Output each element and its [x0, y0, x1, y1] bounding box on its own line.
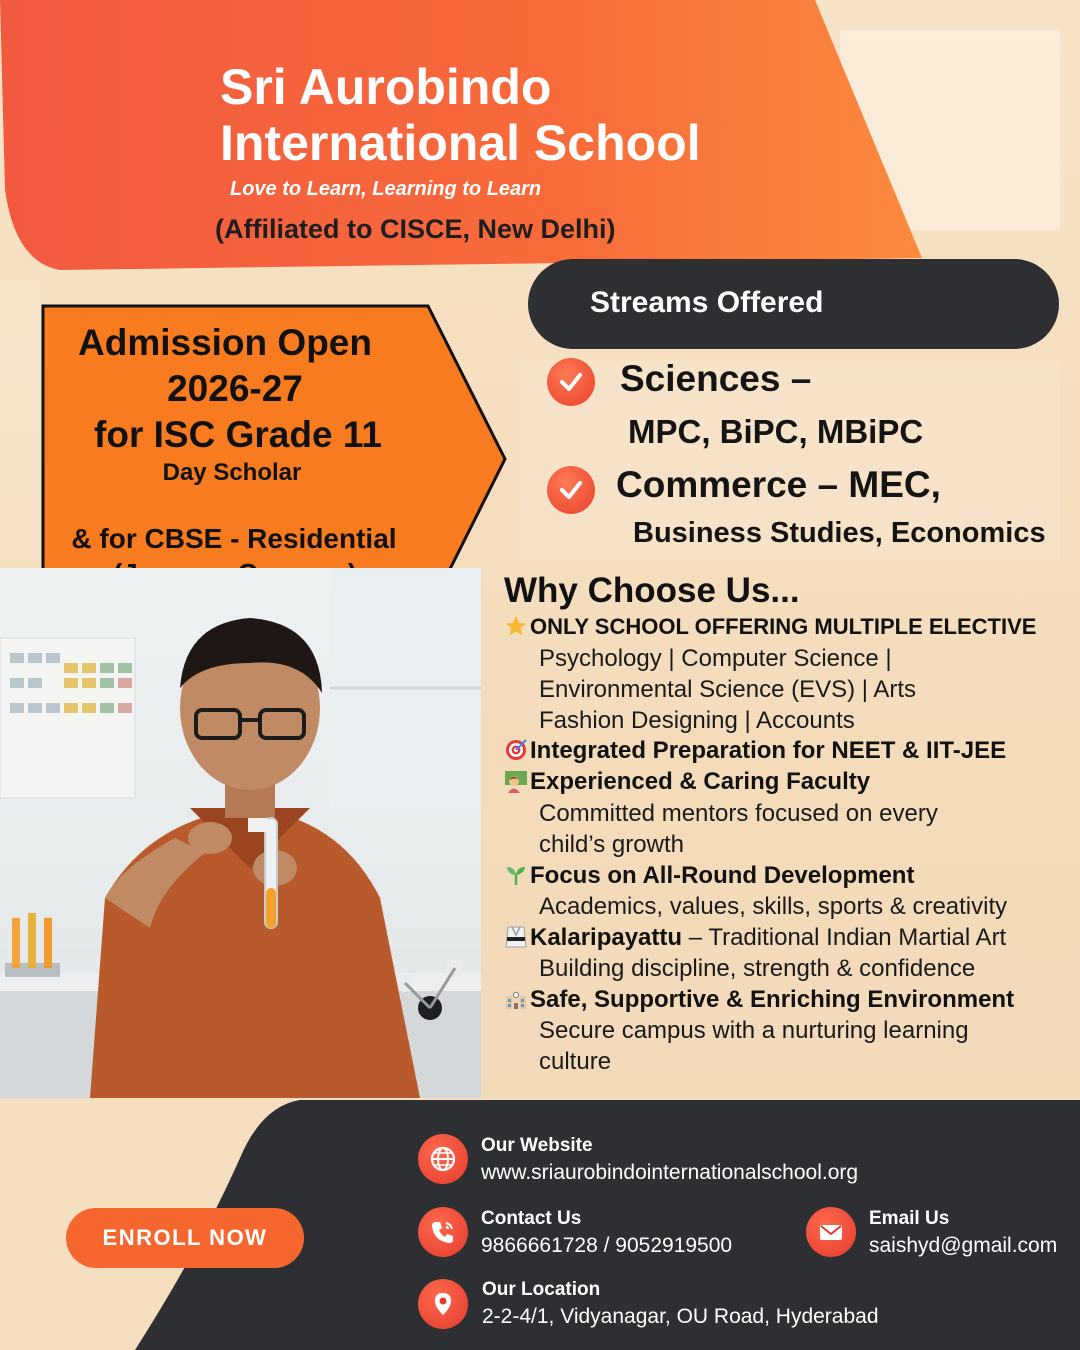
why-line	[539, 676, 916, 704]
why-line-bold: Kalaripayattu	[530, 924, 683, 951]
why-line-bold: Experienced & Caring Faculty	[530, 768, 871, 795]
email-address[interactable]: saishyd@gmail.com	[869, 1234, 1058, 1257]
why-line	[539, 1017, 969, 1045]
why-line-bold: Integrated Preparation for NEET & IIT-JEE	[530, 737, 1007, 764]
check-icon	[547, 466, 595, 514]
affiliation-text: (Affiliated to CISCE, New Delhi)	[215, 214, 616, 244]
admission-cbse: & for CBSE - Residential	[71, 523, 397, 554]
why-line	[539, 800, 938, 828]
phone-icon	[418, 1207, 468, 1257]
website-label: Our Website	[481, 1135, 593, 1156]
website-link[interactable]: www.sriaurobindointernationalschool.org	[481, 1161, 859, 1184]
why-line	[539, 645, 892, 673]
school-title-line2: International School	[220, 115, 701, 171]
teacher-icon	[504, 768, 530, 794]
location-address: 2-2-4/1, Vidyanagar, OU Road, Hyderabad	[482, 1305, 879, 1328]
email-label: Email Us	[869, 1208, 950, 1229]
stream-sciences-subjects: MPC, BiPC, MBiPC	[628, 413, 924, 450]
admission-grade: for ISC Grade 11	[94, 414, 382, 455]
why-line-text: – Traditional Indian Martial Art	[682, 924, 1007, 951]
why-line-text: Building discipline, strength & confidence	[539, 955, 976, 982]
why-line-bold: ONLY SCHOOL OFFERING MULTIPLE ELECTIVE	[530, 614, 1037, 639]
school-title-line1: Sri Aurobindo	[220, 59, 552, 115]
admission-year: 2026-27	[167, 368, 303, 409]
why-line	[504, 768, 870, 796]
why-line-text: Academics, values, skills, sports & creativity	[539, 893, 1008, 920]
stream-commerce-heading: Commerce – MEC,	[616, 464, 941, 505]
seedling-icon	[504, 862, 530, 888]
why-line	[539, 1048, 611, 1076]
location-label: Our Location	[482, 1279, 601, 1300]
why-line-text: culture	[539, 1048, 612, 1075]
background-window	[0, 280, 40, 560]
martial-arts-icon	[504, 924, 530, 950]
streams-title: Streams Offered	[590, 286, 824, 319]
admission-day-scholar: Day Scholar	[162, 459, 302, 486]
target-icon	[504, 737, 530, 763]
school-icon	[504, 986, 530, 1012]
why-line	[504, 924, 1006, 952]
why-line-bold: Safe, Supportive & Enriching Environment	[530, 986, 1015, 1013]
location-pin-icon	[418, 1279, 468, 1329]
why-line	[504, 613, 1036, 640]
why-line	[504, 737, 1006, 765]
why-line-bold: Focus on All-Round Development	[530, 862, 915, 889]
why-line-text: Secure campus with a nurturing learning	[539, 1017, 969, 1044]
enroll-now-button[interactable]: ENROLL NOW	[66, 1208, 304, 1268]
school-tagline: Love to Learn, Learning to Learn	[230, 178, 542, 200]
check-icon	[547, 358, 595, 406]
why-line-text: Fashion Designing | Accounts	[539, 707, 855, 734]
contact-phone[interactable]: 9866661728 / 9052919500	[481, 1234, 733, 1257]
why-line	[539, 893, 1007, 921]
stream-sciences-heading: Sciences –	[620, 358, 812, 399]
why-line	[504, 862, 914, 890]
why-line-text: Environmental Science (EVS) | Arts	[539, 676, 917, 703]
why-line	[539, 955, 975, 983]
star-icon	[504, 613, 530, 639]
why-line-text: Committed mentors focused on every	[539, 800, 938, 827]
why-line-text: child’s growth	[539, 831, 684, 858]
globe-icon	[418, 1134, 468, 1184]
admission-heading: Admission Open	[78, 322, 372, 363]
why-line	[504, 986, 1014, 1014]
why-line	[539, 707, 855, 735]
mail-icon	[806, 1207, 856, 1257]
contact-label: Contact Us	[481, 1208, 582, 1229]
why-choose-title: Why Choose Us...	[504, 571, 800, 610]
student-lab-photo	[0, 568, 481, 1098]
stream-commerce-subjects: Business Studies, Economics	[633, 517, 1046, 549]
why-line-text: Psychology | Computer Science |	[539, 645, 892, 672]
why-line	[539, 831, 684, 859]
